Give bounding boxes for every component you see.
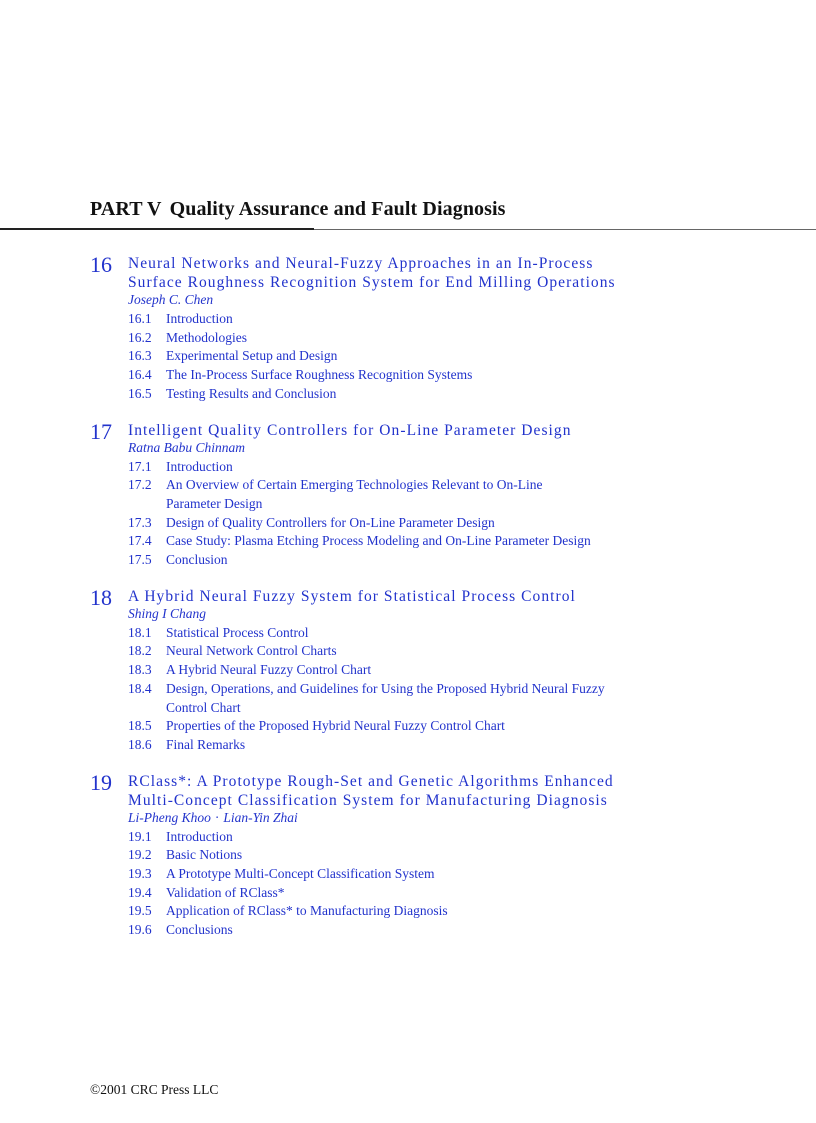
section-list [128,310,790,404]
section-number: 18.1 [128,624,152,640]
section-link[interactable] [128,680,790,717]
section-list [128,624,790,755]
author-name: Li-Pheng Khoo [128,809,211,825]
chapter-authors [128,810,790,826]
part-title: Quality Assurance and Fault Diagnosis [169,198,506,220]
chapter-title-link[interactable] [128,772,790,810]
chapter-number[interactable]: 18 [90,584,112,610]
section-title-line: Design, Operations, and Guidelines for Using the Proposed Hybrid Neural Fuzzy [166,680,605,696]
section-link[interactable] [128,329,790,348]
section-number: 16.3 [128,348,152,364]
chapter-entry [90,769,790,940]
section-list [128,458,790,570]
section-title-line: Conclusion [166,552,228,568]
section-title-line: Control Chart [166,699,241,715]
part-label: PART V [90,198,162,220]
section-link[interactable] [128,347,790,366]
section-number: 19.5 [128,903,152,919]
section-title-line: Testing Results and Conclusion [166,385,337,401]
section-link[interactable] [128,661,790,680]
section-link[interactable] [128,514,790,533]
section-number: 17.3 [128,514,152,530]
section-link[interactable] [128,736,790,755]
section-title-line: Statistical Process Control [166,624,309,640]
section-link[interactable] [128,532,790,551]
section-number: 18.4 [128,680,152,696]
chapter-title-link[interactable] [128,421,790,440]
section-title-line: Basic Notions [166,847,243,863]
section-title-line: A Prototype Multi-Concept Classification System [166,866,435,882]
author-name: Joseph C. Chen [128,292,214,307]
section-number: 16.1 [128,311,152,326]
section-title-line: Introduction [166,458,233,474]
chapter-number[interactable]: 19 [90,769,112,795]
section-number: 18.6 [128,736,152,752]
section-title-line: An Overview of Certain Emerging Technologies Relevant to On-Line [166,477,543,493]
chapter-authors [128,292,790,308]
chapter-title-line: Intelligent Quality Controllers for On-Line Parameter Design [128,421,572,439]
section-title-line: Neural Network Control Charts [166,643,337,659]
author-separator: · [214,809,220,825]
chapter-title-link[interactable] [128,587,790,606]
section-link[interactable] [128,884,790,903]
section-number: 17.5 [128,552,152,568]
section-link[interactable] [128,624,790,643]
section-title-line: Final Remarks [166,736,246,752]
table-of-contents [90,250,790,957]
chapter-authors [128,606,790,622]
chapter-number[interactable]: 16 [90,252,112,277]
section-title-line: Parameter Design [166,495,263,511]
chapter-title-line: RClass*: A Prototype Rough-Set and Genetic Algorithms Enhanced [128,772,614,790]
section-title-line: Properties of the Proposed Hybrid Neural Fuzzy Control Chart [166,718,505,734]
section-title-line: Introduction [166,828,233,844]
author-name: Shing I Chang [128,605,207,621]
section-link[interactable] [128,476,790,513]
section-list [128,828,790,940]
chapter-entry [90,418,790,570]
section-link[interactable] [128,846,790,865]
section-title-line: Application of RClass* to Manufacturing Diagnosis [166,903,448,919]
section-number: 19.4 [128,884,152,900]
section-number: 19.6 [128,922,152,938]
section-number: 19.1 [128,828,152,844]
section-link[interactable] [128,551,790,570]
chapter-title-line: Neural Networks and Neural-Fuzzy Approaches in an In-Process [128,255,594,272]
part-divider-thick [0,228,314,230]
part-heading [90,198,506,221]
author-name: Lian-Yin Zhai [223,809,298,825]
section-link[interactable] [128,310,790,329]
section-number: 19.3 [128,866,152,882]
section-link[interactable] [128,642,790,661]
chapter-entry [90,254,790,404]
chapter-title-line: A Hybrid Neural Fuzzy System for Statistical Process Control [128,587,576,605]
chapter-title-link[interactable] [128,254,790,292]
chapter-authors [128,440,790,456]
section-title-line: Conclusions [166,922,233,938]
chapter-number[interactable]: 17 [90,418,112,444]
section-number: 17.2 [128,477,152,493]
part-divider-thin [314,229,816,230]
section-title-line: Introduction [166,311,233,326]
section-link[interactable] [128,717,790,736]
section-number: 16.2 [128,329,152,345]
section-number: 19.2 [128,847,152,863]
section-number: 18.5 [128,718,152,734]
copyright-footer: ©2001 CRC Press LLC [90,1082,219,1097]
section-number: 16.4 [128,367,152,383]
section-title-line: Case Study: Plasma Etching Process Modeling and On-Line Parameter Design [166,533,591,549]
section-number: 18.3 [128,662,152,678]
section-title-line: Methodologies [166,329,247,345]
section-link[interactable] [128,458,790,477]
section-number: 18.2 [128,643,152,659]
section-number: 17.1 [128,458,152,474]
section-number: 17.4 [128,533,152,549]
section-title-line: A Hybrid Neural Fuzzy Control Chart [166,662,372,678]
section-title-line: The In-Process Surface Roughness Recognition Systems [166,367,473,383]
chapter-entry [90,584,790,755]
section-link[interactable] [128,366,790,385]
section-title-line: Validation of RClass* [166,884,285,900]
section-number: 16.5 [128,385,152,401]
chapter-title-line: Surface Roughness Recognition System for End Milling Operations [128,274,616,291]
section-link[interactable] [128,828,790,847]
section-link[interactable] [128,865,790,884]
author-name: Ratna Babu Chinnam [128,439,245,455]
section-link[interactable] [128,385,790,404]
section-link[interactable] [128,902,790,921]
chapter-title-line: Multi-Concept Classification System for Manufacturing Diagnosis [128,791,608,809]
section-link[interactable] [128,921,790,940]
section-title-line: Design of Quality Controllers for On-Line Parameter Design [166,514,495,530]
section-title-line: Experimental Setup and Design [166,348,338,364]
